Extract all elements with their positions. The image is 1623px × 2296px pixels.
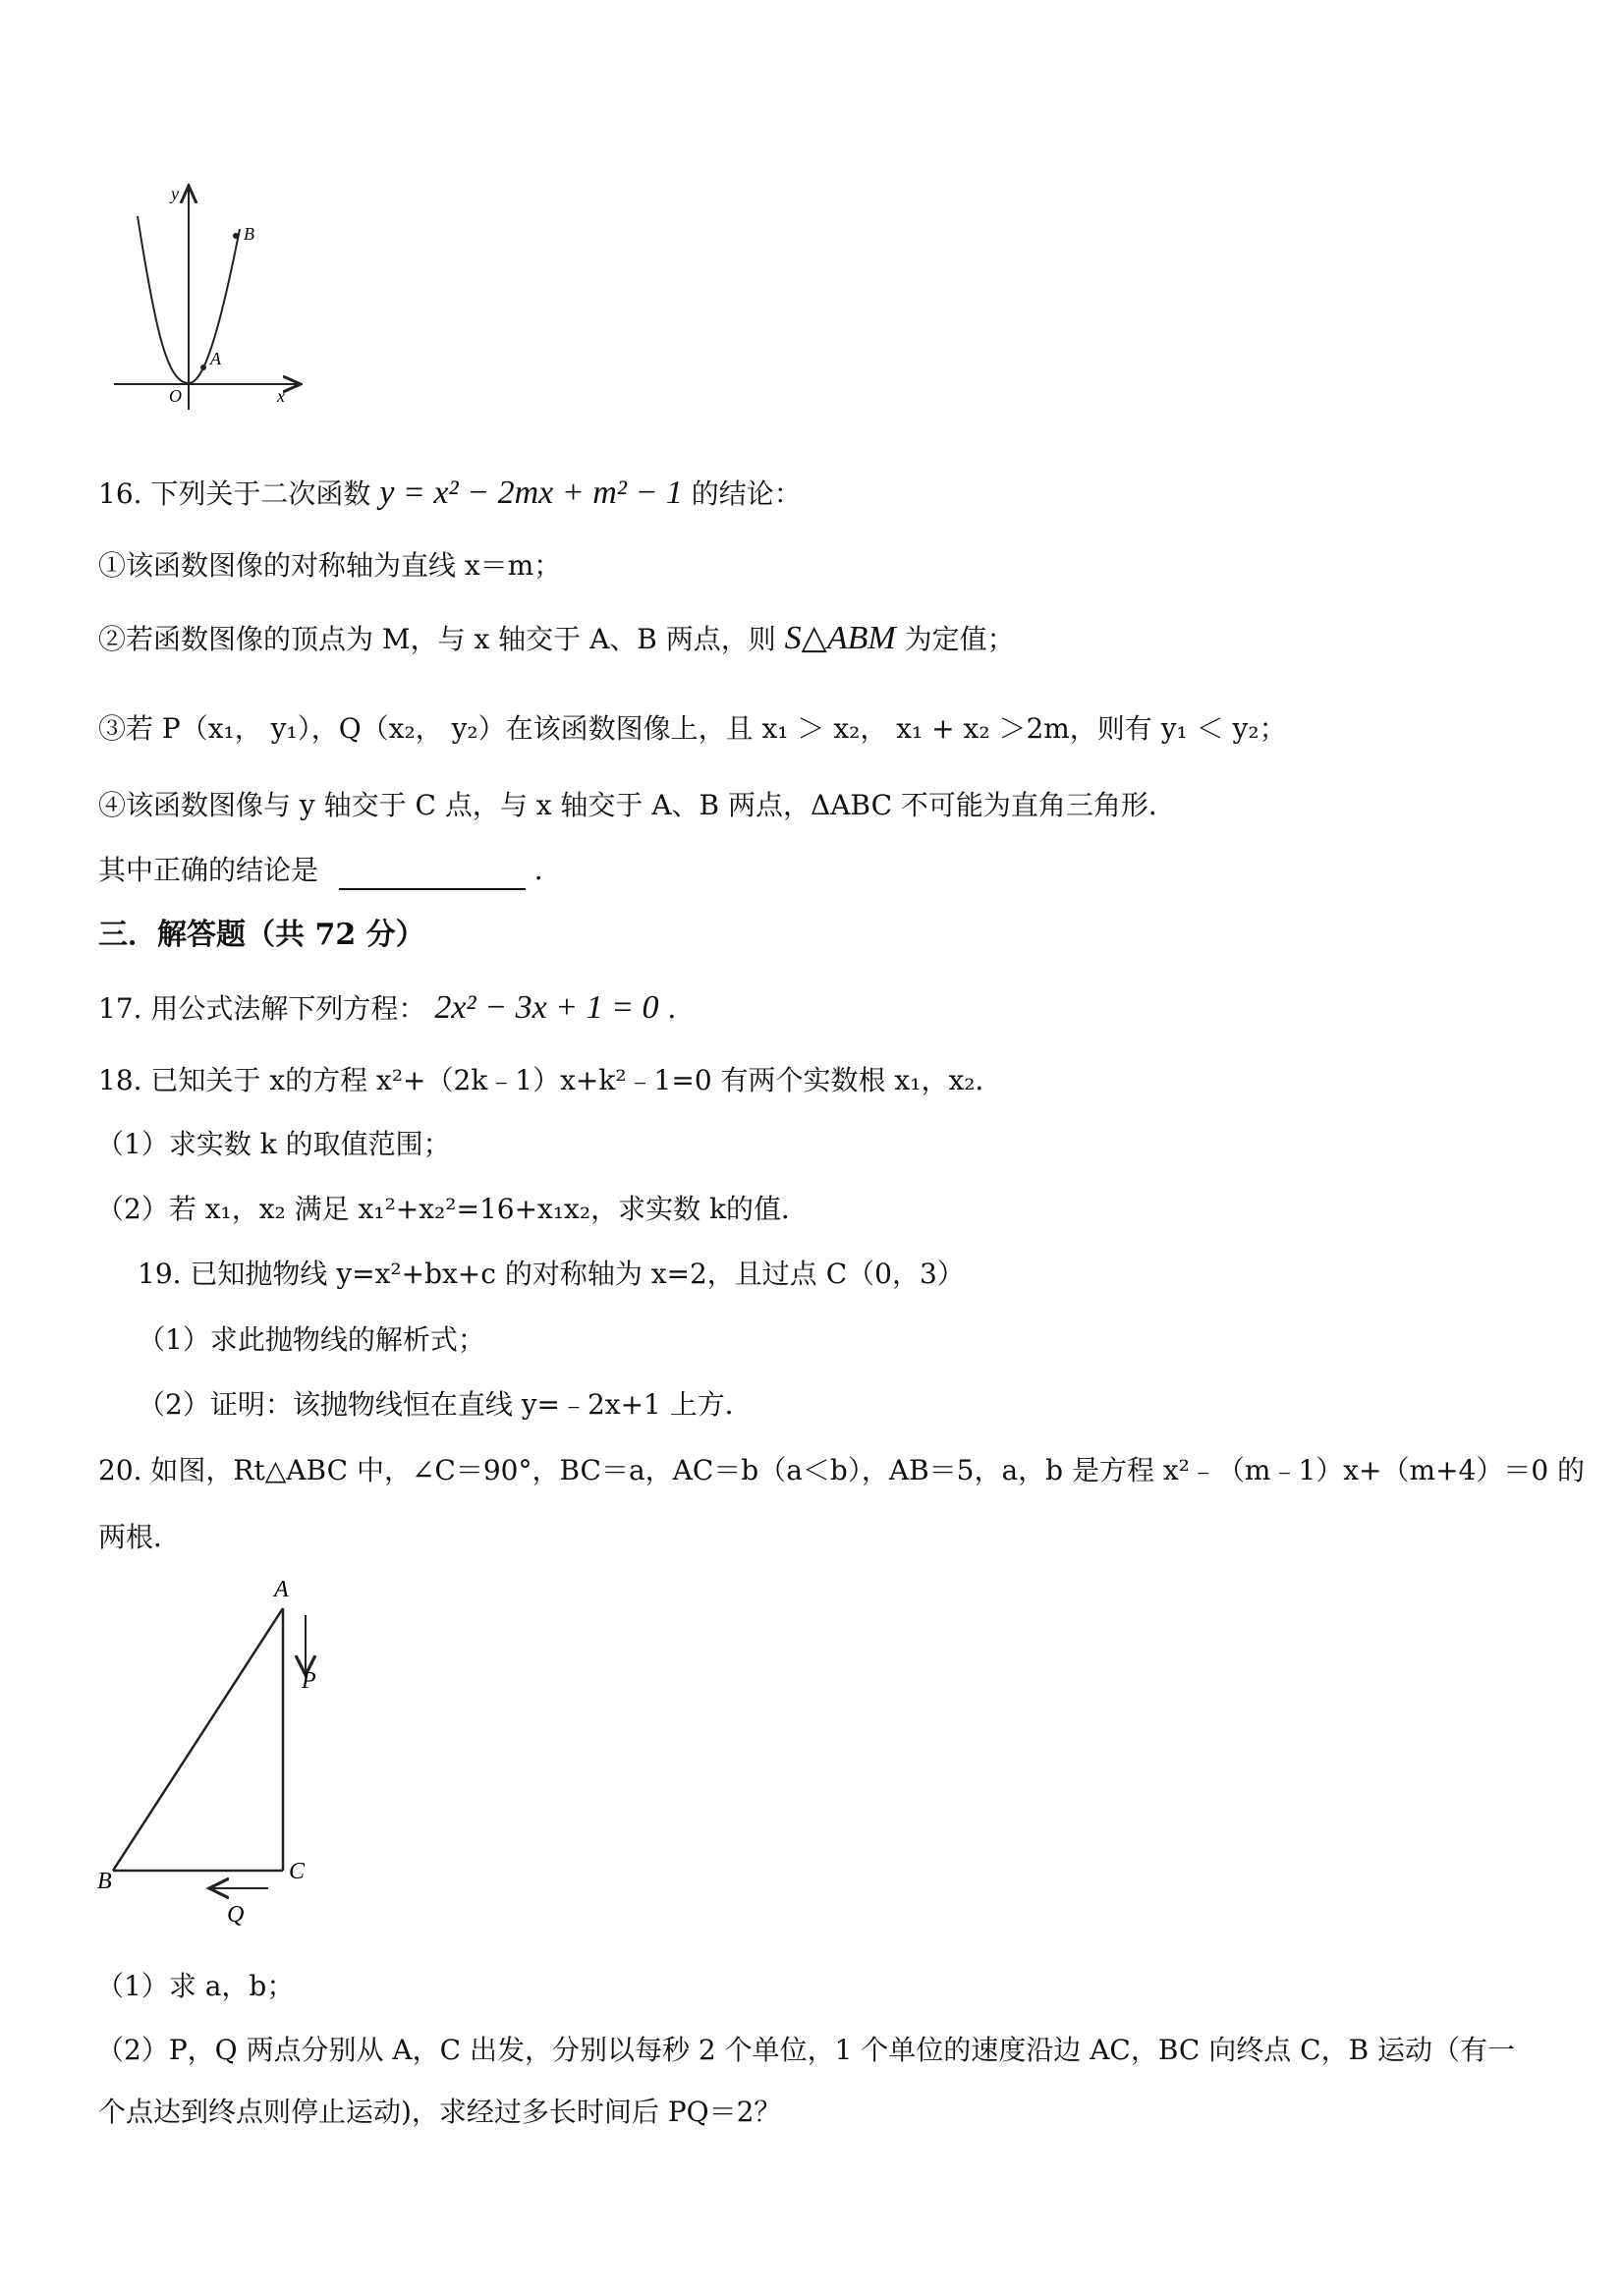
q20-stem-line-1: 20. 如图，Rt△ABC 中，∠C＝90°，BC＝a，AC＝b（a＜b），AB＝5，a，b 是方程 x²﹣（m﹣1）x+（m+4）＝0 的 (98, 1454, 1586, 1486)
point-a-label: A (210, 349, 221, 368)
q20-part-1: （1）求 a，b； (96, 1970, 295, 2002)
side-ab (113, 1608, 283, 1871)
label-p: P (302, 1668, 316, 1694)
x-axis-label: x (277, 386, 285, 406)
q16-stem-prefix: 16. 下列关于二次函数 (98, 477, 371, 510)
q20-stem-line-2: 两根． (98, 1521, 182, 1553)
q17-text: 17. 用公式法解下列方程： (98, 992, 426, 1025)
section-3-title: 三．解答题（共 72 分） (98, 918, 425, 952)
point-b-label: B (244, 224, 254, 244)
q16-c2-end: 为定值； (904, 623, 1015, 655)
q17-end: ． (667, 992, 696, 1025)
y-axis-label: y (171, 184, 179, 203)
q16-ask-text: 其中正确的结论是 (98, 854, 319, 886)
q17 (98, 988, 695, 1029)
q17-formula: 2x² − 3x + 1 = 0 (434, 989, 659, 1026)
point-b (233, 233, 239, 239)
q16-c2-text: ②若函数图像的顶点为 M，与 x 轴交于 A、B 两点，则 (98, 623, 776, 655)
q16-c2-formula: S△ABM (784, 620, 896, 656)
q18-part-2: （2）若 x₁，x₂ 满足 x₁²+x₂²=16+x₁x₂，求实数 k的值． (96, 1193, 809, 1225)
q16-conclusion-4: ④该函数图像与 y 轴交于 C 点，与 x 轴交于 A、B 两点，ΔABC 不可能为直角三角形． (98, 789, 1176, 821)
q16-stem (98, 474, 802, 514)
triangle-figure (93, 1572, 349, 1935)
q20-part-2-line-1: （2）P，Q 两点分别从 A，C 出发，分别以每秒 2 个单位，1 个单位的速度沿边 AC，BC 向终点 C，B 运动（有一 (96, 2034, 1516, 2066)
point-a (200, 364, 206, 370)
answer-blank[interactable] (339, 859, 526, 890)
parabola-figure (108, 182, 314, 418)
label-q: Q (227, 1902, 245, 1928)
q16-conclusion-3: ③若 P（x₁， y₁），Q（x₂， y₂）在该函数图像上，且 x₁ ＞ x₂， x₁ + x₂ ＞2m，则有 y₁ ＜ y₂； (98, 712, 1287, 745)
q18-stem: 18. 已知关于 x的方程 x²+（2k﹣1）x+k²﹣1=0 有两个实数根 x₁，x₂． (98, 1064, 1003, 1096)
q16-ask (98, 851, 562, 890)
q16-ask-end: ． (533, 854, 562, 886)
label-b: B (97, 1869, 112, 1894)
q19-part-1: （1）求此抛物线的解析式； (138, 1323, 485, 1356)
q16-conclusion-2 (98, 619, 1015, 659)
q20-part-2-line-2: 个点达到终点则停止运动)，求经过多长时间后 PQ＝2？ (98, 2096, 782, 2128)
q19-part-2: （2）证明：该抛物线恒在直线 y=﹣2x+1 上方． (138, 1388, 753, 1421)
q19-stem: 19. 已知抛物线 y=x²+bx+c 的对称轴为 x=2，且过点 C（0，3） (138, 1258, 965, 1290)
q16-conclusion-1: ①该函数图像的对称轴为直线 x＝m； (98, 549, 562, 582)
q16-stem-suffix: 的结论： (691, 477, 802, 510)
q16-formula: y = x² − 2mx + m² − 1 (379, 475, 683, 511)
q18-part-1: （1）求实数 k 的取值范围； (96, 1128, 451, 1160)
origin-label: O (169, 386, 182, 406)
label-a: A (274, 1577, 289, 1602)
label-c: C (289, 1859, 306, 1884)
